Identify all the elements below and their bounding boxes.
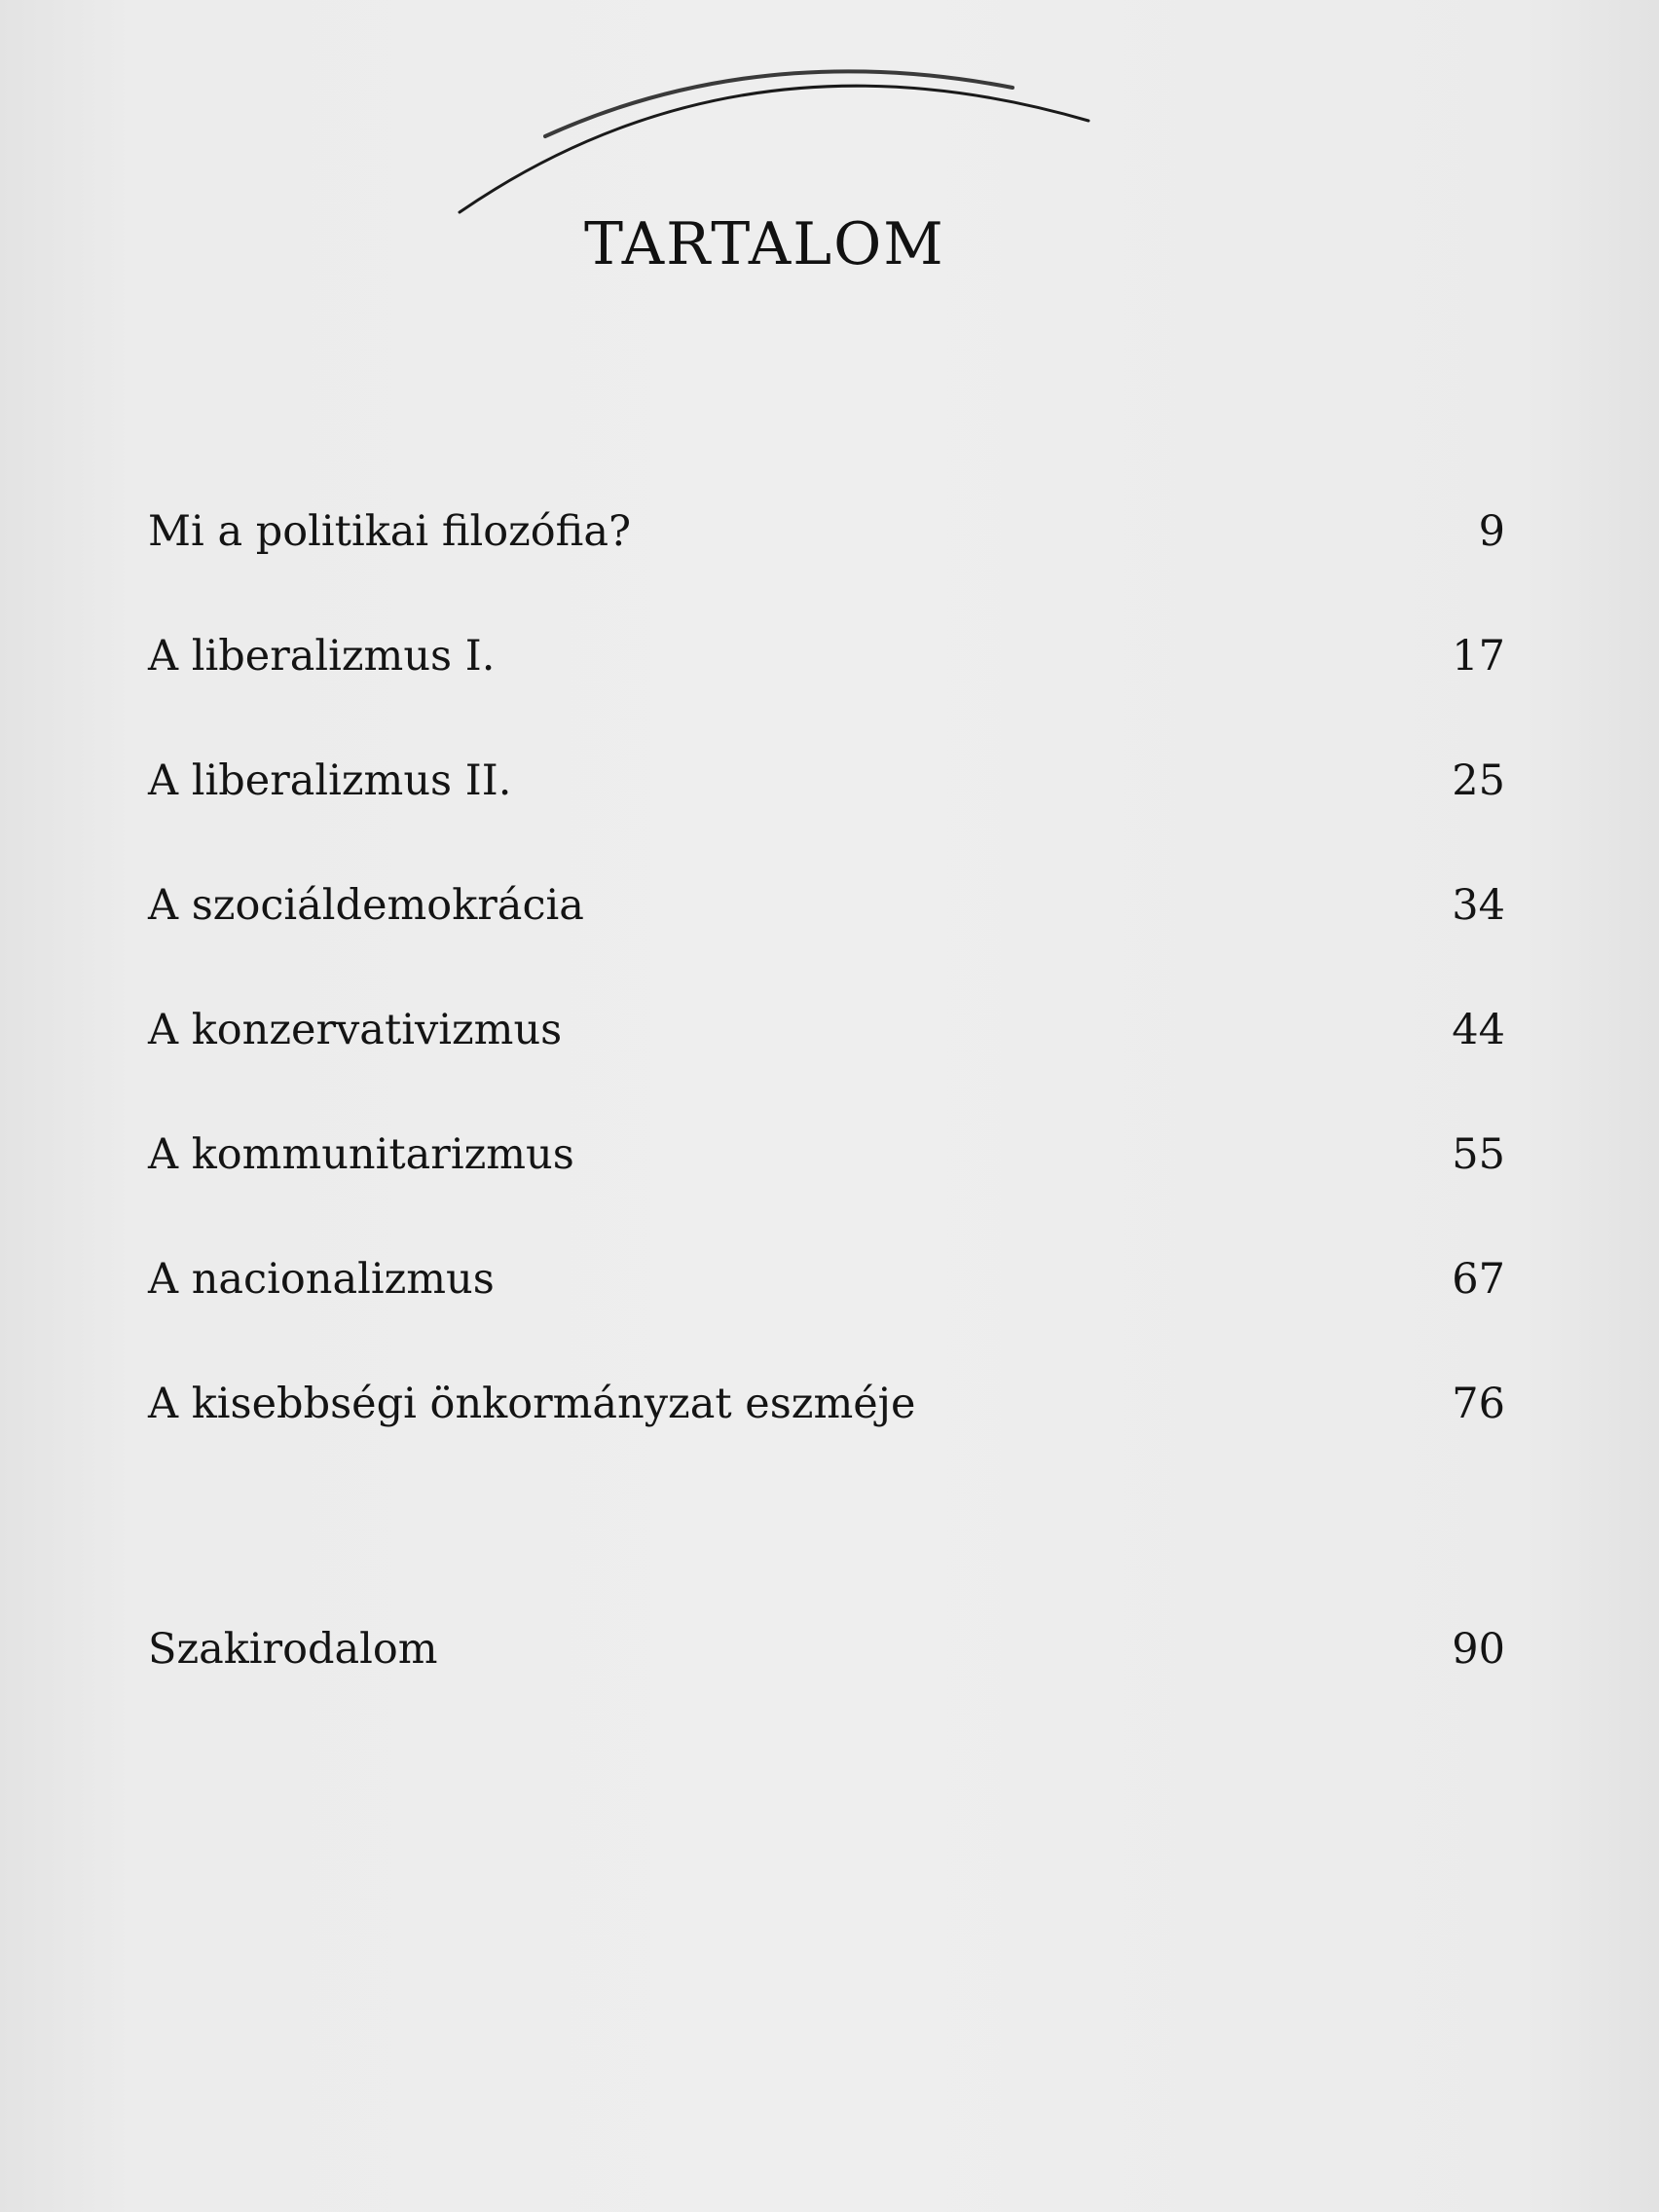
- toc-entry-title: A konzervativizmus: [148, 1006, 563, 1054]
- toc-entry-title: Mi a politikai filozófia?: [148, 507, 632, 556]
- toc-entry-title: A liberalizmus I.: [148, 632, 496, 681]
- toc-entry-title: A nacionalizmus: [148, 1255, 495, 1304]
- toc-entry-page: 67: [1452, 1255, 1505, 1304]
- decorative-arc: [0, 0, 1659, 389]
- toc-entry-title: Szakirodalom: [148, 1625, 438, 1674]
- toc-entry-page: 9: [1478, 507, 1505, 556]
- toc-entry-title: A szociáldemokrácia: [148, 881, 584, 930]
- toc-entry-page: 44: [1452, 1006, 1505, 1054]
- toc-entry-page: 76: [1452, 1380, 1505, 1428]
- toc-entry: [148, 1369, 1505, 1493]
- toc-entry-page: 25: [1452, 756, 1505, 805]
- toc-entry-title: A kommunitarizmus: [148, 1130, 574, 1179]
- toc-entry: [148, 746, 1505, 870]
- toc-entry-title: A liberalizmus II.: [148, 756, 512, 805]
- toc-entry-page: 17: [1452, 632, 1505, 681]
- toc-entry-bibliography: [148, 1614, 1505, 1739]
- table-of-contents: [148, 497, 1505, 1739]
- toc-entry-title: A kisebbségi önkormányzat eszméje: [148, 1380, 916, 1428]
- toc-entry-page: 90: [1452, 1625, 1505, 1674]
- toc-entry: [148, 497, 1505, 621]
- toc-entry-page: 34: [1452, 881, 1505, 930]
- page-title: TARTALOM: [584, 210, 945, 279]
- toc-entry: [148, 995, 1505, 1120]
- toc-entry: [148, 870, 1505, 995]
- toc-entry: [148, 1120, 1505, 1244]
- toc-entry: [148, 621, 1505, 746]
- toc-entry: [148, 1244, 1505, 1369]
- toc-entry-page: 55: [1452, 1130, 1505, 1179]
